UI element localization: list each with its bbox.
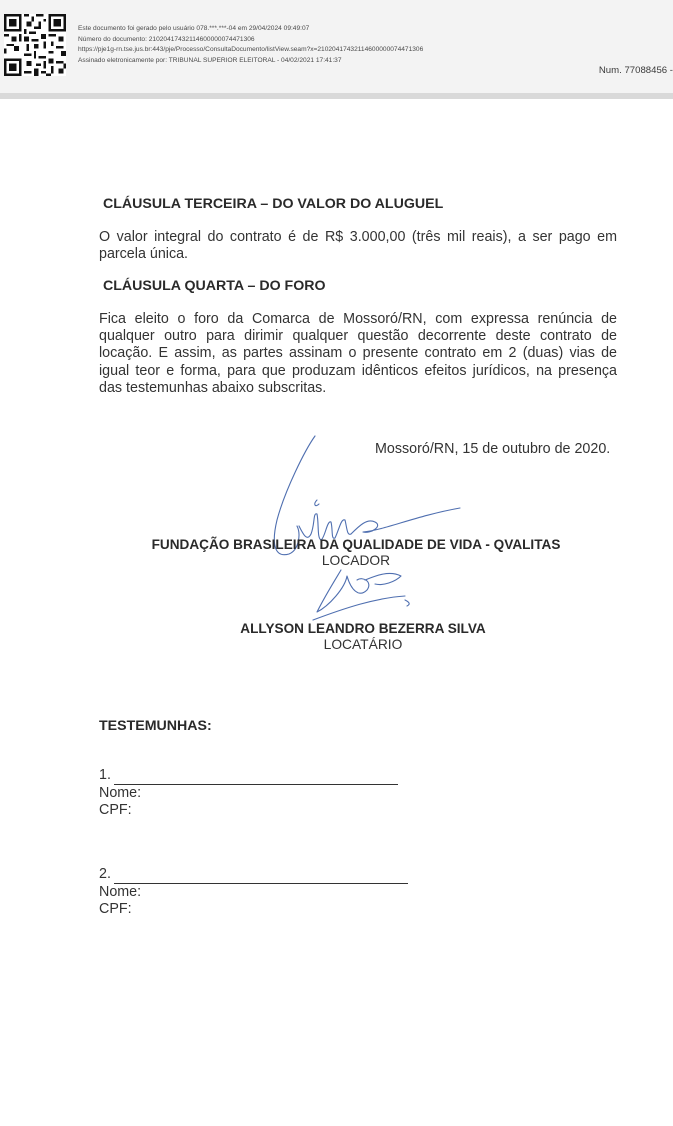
header-doc-number-line: Número do documento: 21020417432114600000074471306 [78,35,255,43]
clause-four-line: locação. E assim, as partes assinam o presente contrato em 2 (duas) vias de [99,345,617,362]
clause-three-line: parcela única. [99,246,189,263]
witness-name-label: Nome: [99,784,142,801]
witness-1 [99,767,398,820]
header-signed-line: Assinado eletronicamente por: TRIBUNAL SUPERIOR ELEITORAL - 04/02/2021 17:41:37 [78,56,342,64]
header-info [78,24,423,66]
witness-signature-line [114,770,398,785]
witness-2 [99,866,408,919]
witness-cpf-label: CPF: [99,901,132,917]
document-header [0,0,673,99]
tenant-signature-block [213,621,513,652]
header-generated-line: Este documento foi gerado pelo usuário 078.***.***-04 em 29/04/2024 09:49:07 [78,25,310,32]
lessor-signature-block [133,537,579,568]
witness-number: 1. [99,767,111,783]
clause-four-line: das testemunhas abaixo subscritas. [99,379,327,396]
clause-four-title: CLÁUSULA QUARTA – DO FORO [103,278,326,294]
clause-three-title: CLÁUSULA TERCEIRA – DO VALOR DO ALUGUEL [103,196,444,212]
clause-three-text [99,229,617,263]
clause-three-line: O valor integral do contrato é de R$ 3.000,00 (três mil reais), a ser pago em [99,229,617,245]
document-number: Num. 77088456 - [598,65,673,76]
lessor-role: LOCADOR [321,553,391,568]
witness-cpf-label: CPF: [99,802,132,818]
lessor-name: FUNDAÇÃO BRASILEIRA DA QUALIDADE DE VIDA - QVALITAS [151,537,561,552]
clause-four-line: qualquer outro para dirimir qualquer questão decorrente deste contrato de [99,328,617,345]
header-url-line: https://pje1g-rn.tse.jus.br:443/pje/Processo/ConsultaDocumento/listView.seam?x=21020417432114600000074471306 [78,46,424,54]
clause-four-line: igual teor e forma, para que produzam idênticos efeitos jurídicos, na presença [99,362,617,379]
qr-code-icon [4,14,66,76]
tenant-role: LOCATÁRIO [323,637,403,652]
clause-four-text [99,311,617,397]
clause-four-line: Fica eleito o foro da Comarca de Mossoró/RN, com expressa renúncia de [99,311,617,327]
witnesses-title: TESTEMUNHAS: [99,718,212,734]
witness-name-label: Nome: [99,883,142,900]
tenant-name: ALLYSON LEANDRO BEZERRA SILVA [240,621,486,636]
signing-date: Mossoró/RN, 15 de outubro de 2020. [375,441,611,457]
witness-signature-line [114,869,408,884]
witness-number: 2. [99,866,111,882]
handwritten-signature-icon [255,430,470,630]
